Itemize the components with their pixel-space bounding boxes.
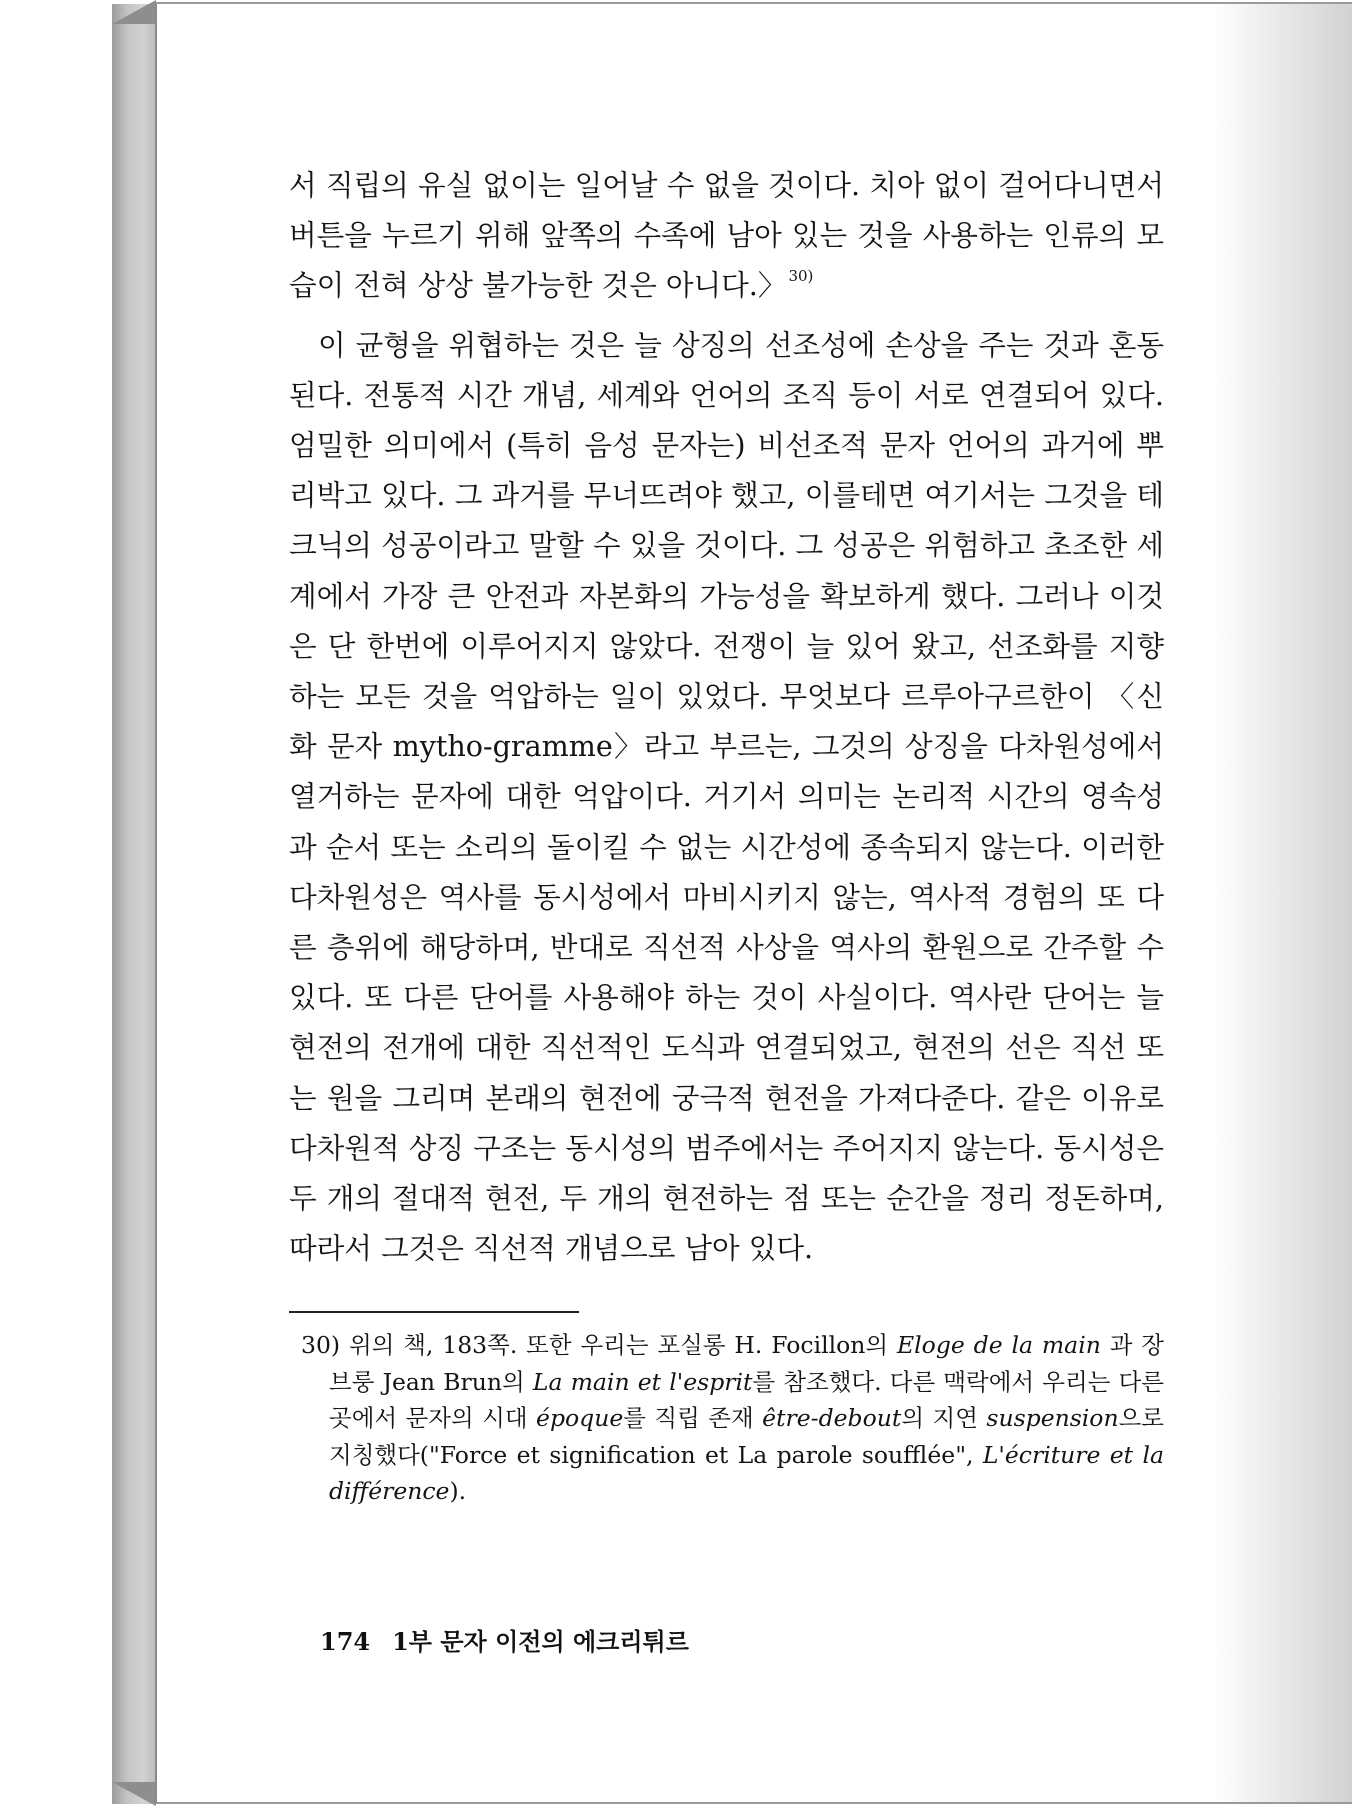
footnote-title: La main et l'esprit [532,1367,753,1396]
footnote-title: Eloge de la main [897,1331,1101,1360]
page-edge-shadow [1212,4,1352,1802]
page-content [289,160,1164,1510]
paragraph-2: 이 균형을 위협하는 것은 늘 상징의 선조성에 손상을 주는 것과 혼동된다. 전통적 시간 개념, 세계와 언어의 조직 등이 서로 연결되어 있다. 엄밀한 의미에서 (특히 음성 문자는) 비선조적 문자 언어의 과거에 뿌리박고 있다. 그 과거를 무너뜨려야 했고, 이를테면 여기서는 그것을 테크닉의 성공이라고 말할 수 있을 것이다. 그 성공은 위험하고 초조한 세계에서 가장 큰 안전과 자본화의 가능성을 확보하게 했다. 그러나 이것은 단 한번에 이루어지지 않았다. 전쟁이 늘 있어 왔고, 선조화를 지향하는 모든 것을 억압하는 일이 있었다. 무엇보다 르루아구르한이 〈신화 문자 mytho-gramme〉라고 부르는, 그것의 상징을 다차원성에서 열거하는 문자에 대한 억압이다. 거기서 의미는 논리적 시간의 영속성과 순서 또는 소리의 돌이킬 수 없는 시간성에 종속되지 않는다. 이러한 다차원성은 역사를 동시성에서 마비시키지 않는, 역사적 경험의 또 다른 층위에 해당하며, 반대로 직선적 사상을 역사의 환원으로 간주할 수 있다. 또 다른 단어를 사용해야 하는 것이 사실이다. 역사란 단어는 늘 현전의 전개에 대한 직선적인 도식과 연결되었고, 현전의 선은 직선 또는 원을 그리며 본래의 현전에 궁극적 현전을 가져다준다. 같은 이유로 다차원적 상징 구조는 동시성의 범주에서는 주어지지 않는다. 동시성은 두 개의 절대적 현전, 두 개의 현전하는 점 또는 순간을 정리 정돈하며, 따라서 그것은 직선적 개념으로 남아 있다. [289,327,1164,1266]
footnote-text: 으로 지칭했다("Force et signification et La parole soufflée", [329,1404,1164,1469]
running-title: 1부 문자 이전의 에크리튀르 [392,1627,689,1656]
footnote-number: 30) [301,1331,341,1360]
footnote-term: être-debout [762,1404,902,1433]
footnote-divider [289,1311,579,1313]
footnote-text: 과 장 브룽 Jean Brun의 [329,1331,1165,1396]
footnote-term: époque [536,1404,624,1433]
footnote-text: ). [449,1477,467,1506]
page-footer [320,1622,689,1657]
footnote-text: 를 직립 존재 [623,1404,763,1433]
footnote-text: 의 지연 [901,1404,987,1433]
paragraph-1-text: 서 직립의 유실 없이는 일어날 수 없을 것이다. 치아 없이 걸어다니면서 버튼을 누르기 위해 앞쪽의 수족에 남아 있는 것을 사용하는 인류의 모습이 전혀 상상 불가능한 것은 아니다.〉 [289,168,1164,303]
footnote [289,1327,1164,1510]
footnote-text: 위의 책, 183쪽. 또한 우리는 포실롱 H. Focillon의 [340,1331,898,1360]
book-spine [112,4,156,1804]
footnote-term: suspension [986,1404,1119,1433]
book-spine-bottom-edge [112,1782,156,1806]
footnote-reference: 30) [788,267,814,286]
paragraph-1 [289,160,1164,316]
page-number: 174 [320,1627,371,1656]
footnote-text: 를 참조했다. 다른 맥락에서 우리는 다른 곳에서 문자의 시대 [329,1367,1164,1433]
footnote-title: L'écriture et la différence [329,1440,1164,1506]
book-spine-top-edge [112,0,156,24]
